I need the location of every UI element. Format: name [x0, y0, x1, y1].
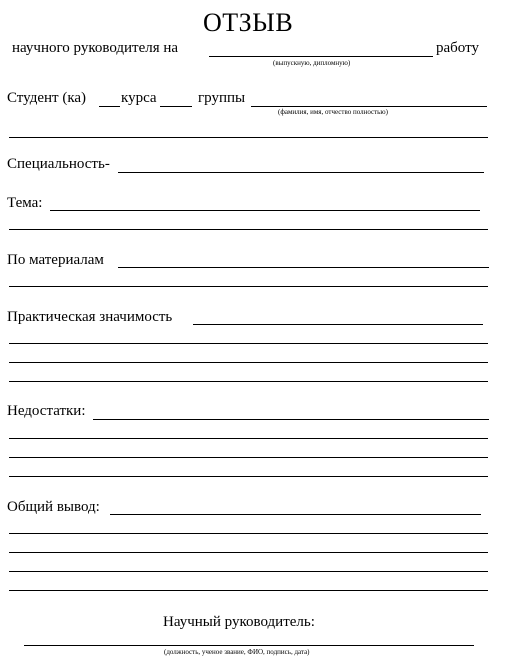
specialty-label: Специальность-	[7, 156, 110, 172]
student-name-hint: (фамилия, имя, отчество полностью)	[278, 108, 388, 116]
student-label: Студент (ка)	[7, 90, 87, 106]
shortcomings-field-line3[interactable]	[9, 457, 488, 458]
topic-field-line2[interactable]	[9, 229, 488, 230]
materials-field[interactable]	[118, 267, 489, 268]
topic-field[interactable]	[50, 210, 480, 211]
materials-field-line2[interactable]	[9, 286, 488, 287]
work-type-hint: (выпускную, дипломную)	[273, 59, 351, 67]
practical-label: Практическая значимость	[7, 309, 173, 325]
supervisor-signature-field[interactable]	[24, 645, 474, 646]
conclusion-field-line4[interactable]	[9, 571, 488, 572]
conclusion-field-line5[interactable]	[9, 590, 488, 591]
practical-field-line4[interactable]	[9, 381, 488, 382]
form-title: ОТЗЫВ	[203, 8, 294, 37]
header-line-right: работу	[436, 40, 479, 56]
shortcomings-field-line2[interactable]	[9, 438, 488, 439]
topic-label: Тема:	[7, 195, 43, 211]
practical-field[interactable]	[193, 324, 483, 325]
header-line-left: научного руководителя на	[12, 40, 179, 56]
conclusion-field-line2[interactable]	[9, 533, 488, 534]
supervisor-hint: (должность, ученое звание, ФИО, подпись, дата)	[164, 648, 310, 656]
conclusion-field[interactable]	[110, 514, 481, 515]
student-name-field-line2[interactable]	[9, 137, 488, 138]
shortcomings-field[interactable]	[93, 419, 489, 420]
shortcomings-field-line4[interactable]	[9, 476, 488, 477]
specialty-field[interactable]	[118, 172, 484, 173]
course-label: курса	[121, 90, 157, 106]
group-field[interactable]	[160, 106, 192, 107]
group-label: группы	[198, 90, 246, 106]
materials-label: По материалам	[7, 252, 104, 268]
practical-field-line2[interactable]	[9, 343, 488, 344]
shortcomings-label: Недостатки:	[7, 403, 86, 419]
student-name-field[interactable]	[251, 106, 487, 107]
supervisor-label: Научный руководитель:	[163, 614, 315, 630]
course-field[interactable]	[99, 106, 120, 107]
practical-field-line3[interactable]	[9, 362, 488, 363]
work-type-field[interactable]	[209, 56, 433, 57]
conclusion-label: Общий вывод:	[7, 499, 100, 515]
conclusion-field-line3[interactable]	[9, 552, 488, 553]
